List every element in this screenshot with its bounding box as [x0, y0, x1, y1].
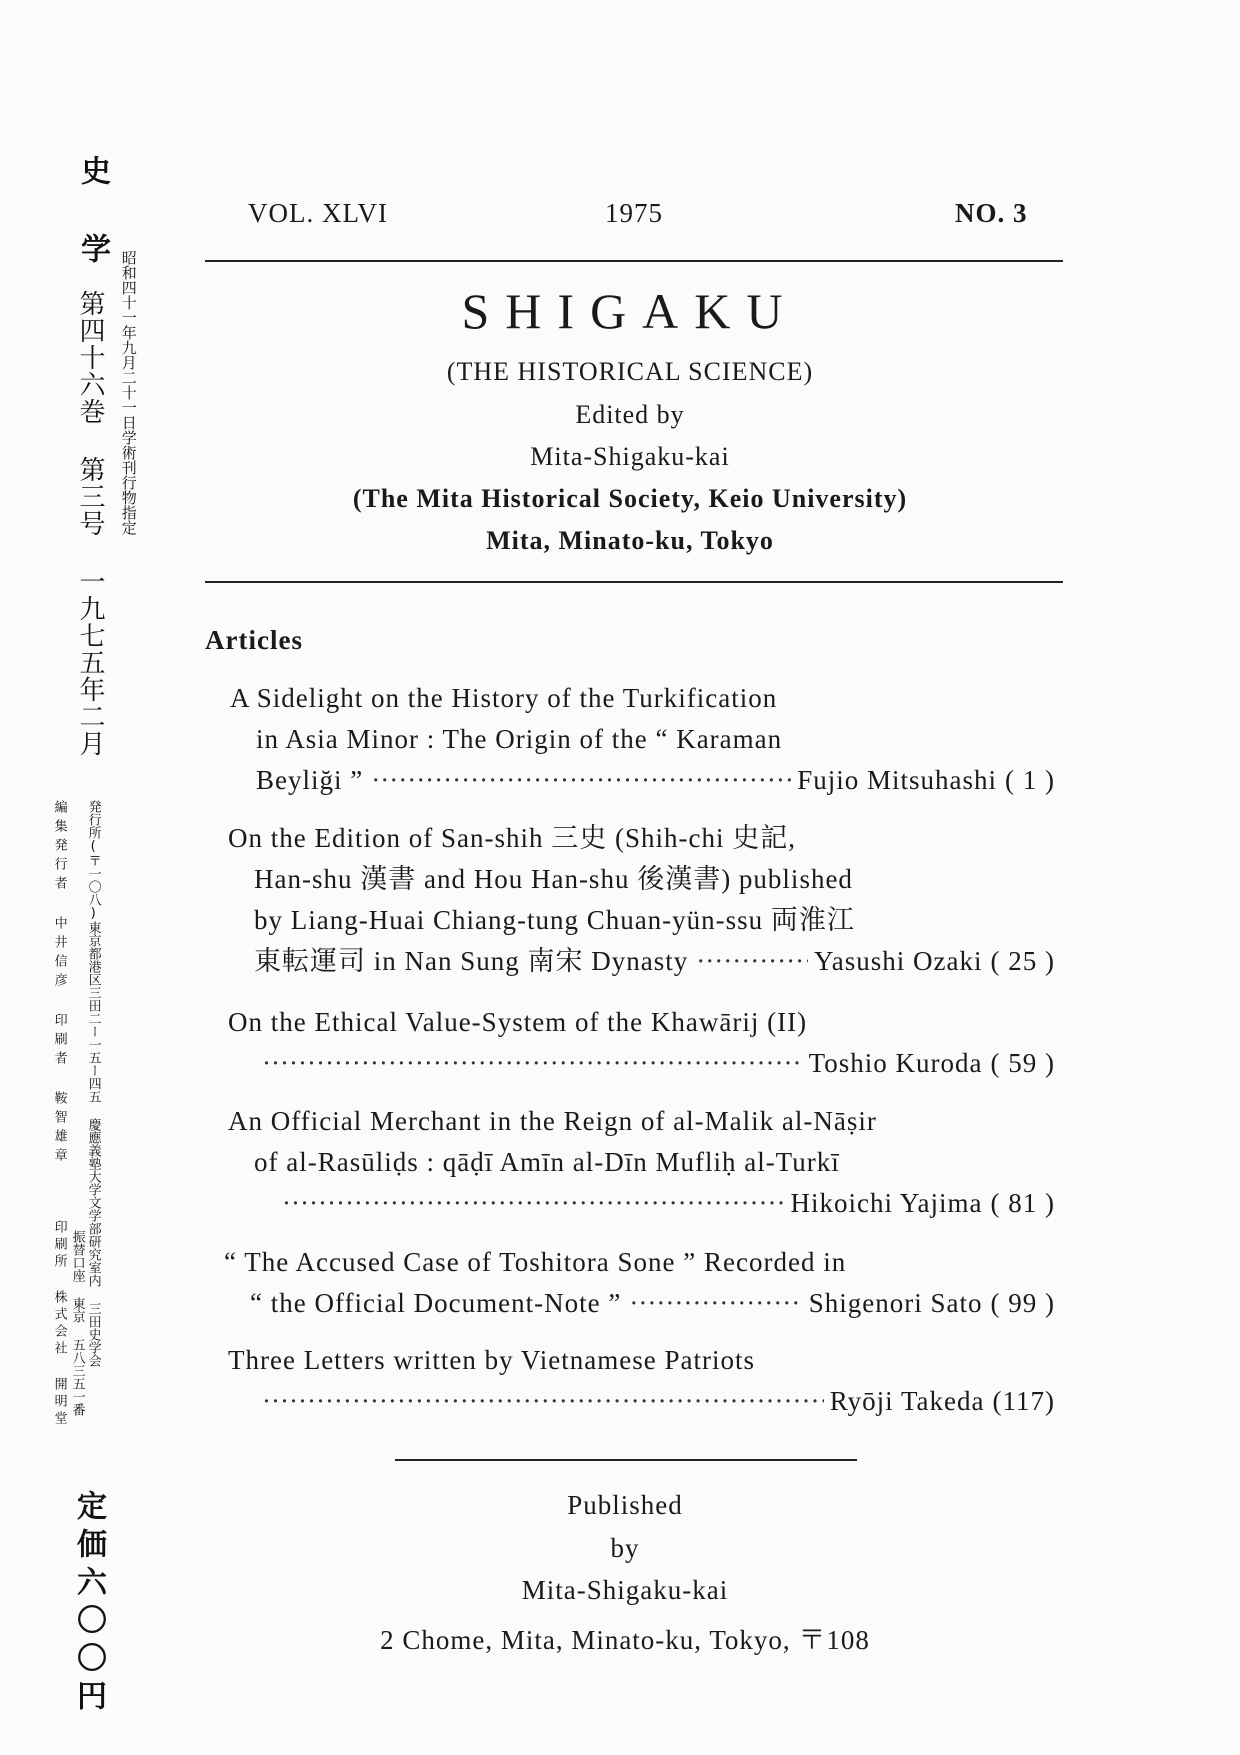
footer-by: by	[610, 1533, 640, 1563]
article-title-line: “ the Official Document-Note ”	[250, 1288, 622, 1318]
article-title-line: On the Ethical Value-System of the Khawārij (II)	[228, 1007, 808, 1037]
article-title-line: On the Edition of San-shih 三史 (Shih-chi 史記,	[228, 823, 796, 853]
article-entry	[230, 678, 1055, 801]
masthead-address: Mita, Minato-ku, Tokyo	[486, 526, 774, 555]
footer-rule	[395, 1459, 857, 1461]
article-byline	[228, 1043, 1055, 1084]
article-title-line: An Official Merchant in the Reign of al-Malik al-Nāṣir	[228, 1106, 877, 1136]
article-author: Hikoichi Yajima	[790, 1188, 983, 1218]
leader-dots	[262, 1043, 803, 1084]
article-byline	[224, 1283, 1055, 1324]
article-page: ( 81 )	[990, 1188, 1055, 1218]
article-entry	[228, 1340, 1055, 1422]
article-page: (117)	[992, 1386, 1055, 1416]
article-entry	[224, 1242, 1055, 1324]
article-byline	[230, 760, 1055, 801]
article-author: Yasushi Ozaki	[814, 946, 983, 976]
article-author: Fujio Mitsuhashi	[797, 765, 998, 795]
article-byline	[228, 941, 1055, 982]
article-entry	[228, 1101, 1055, 1224]
article-page: ( 25 )	[990, 946, 1055, 976]
article-author: Shigenori Sato	[808, 1288, 983, 1318]
article-title-line: Han-shu 漢書 and Hou Han-shu 後漢書) published	[254, 864, 853, 894]
article-page: ( 59 )	[990, 1048, 1055, 1078]
article-byline	[228, 1183, 1055, 1224]
spine-editor: 編集発行者 中井信彦 印刷者 鞍智雄章	[51, 800, 67, 1167]
leader-dots	[696, 941, 808, 982]
journal-subtitle: (THE HISTORICAL SCIENCE)	[446, 357, 814, 386]
article-page: ( 1 )	[1005, 765, 1055, 795]
article-author: Ryōji Takeda	[829, 1386, 985, 1416]
article-title-line: of al-Rasūliḍs : qāḍī Amīn al-Dīn Mufliḥ al-Turkī	[254, 1147, 840, 1177]
article-entry	[228, 1002, 1055, 1084]
leader-dots	[262, 1381, 824, 1422]
article-title-line: Beyliği ”	[256, 765, 364, 795]
article-page: ( 99 )	[990, 1288, 1055, 1318]
year-label: 1975	[605, 198, 663, 228]
spine-printer: 印刷所 株式会社 開明堂	[51, 1220, 67, 1428]
edited-by: Edited by	[575, 400, 685, 429]
article-title-line: in Asia Minor : The Origin of the “ Karaman	[256, 724, 783, 754]
article-title-line: A Sidelight on the History of the Turkification	[230, 683, 778, 713]
leader-dots	[371, 760, 791, 801]
footer-publisher: Mita-Shigaku-kai	[521, 1575, 729, 1605]
spine-price: 定価六〇〇円	[71, 1490, 106, 1718]
article-author: Toshio Kuroda	[808, 1048, 983, 1078]
spine-publisher-address: 発行所(〒一〇八)東京都港区三田二ー一五ー四五 慶應義塾大学文学部研究室内 三田史学会	[85, 800, 101, 1367]
article-title-line: by Liang-Huai Chiang-tung Chuan-yün-ssu 両淮江	[254, 905, 855, 935]
article-title-line: 東転運司 in Nan Sung 南宋 Dynasty	[254, 946, 689, 976]
volume-label: VOL. XLVI	[248, 198, 388, 228]
spine-journal-title: 史学	[75, 155, 110, 311]
society-name: (The Mita Historical Society, Keio University)	[352, 484, 908, 513]
article-entry	[228, 818, 1055, 982]
article-byline	[228, 1381, 1055, 1422]
leader-dots	[629, 1283, 802, 1324]
footer-published: Published	[567, 1490, 683, 1520]
spine-publisher-account: 振替口座 東京 五八三五一番	[69, 1230, 85, 1416]
issue-label: NO. 3	[955, 198, 1028, 228]
spine-designation: 昭和四十一年九月二十一日学術刊行物指定	[119, 250, 138, 535]
spine-volume-issue: 第四十六巻 第三号 一九七五年二月	[75, 290, 105, 757]
header-rule-top	[205, 260, 1063, 262]
journal-title: SHIGAKU	[461, 283, 799, 339]
editor-name: Mita-Shigaku-kai	[530, 442, 730, 471]
article-title-line: Three Letters written by Vietnamese Patriots	[228, 1345, 755, 1375]
articles-heading: Articles	[205, 625, 303, 655]
footer-address: 2 Chome, Mita, Minato-ku, Tokyo, 〒108	[380, 1625, 870, 1655]
header-rule-bottom	[205, 581, 1063, 583]
leader-dots	[282, 1183, 785, 1224]
article-title-line: “ The Accused Case of Toshitora Sone ” Recorded in	[224, 1247, 847, 1277]
